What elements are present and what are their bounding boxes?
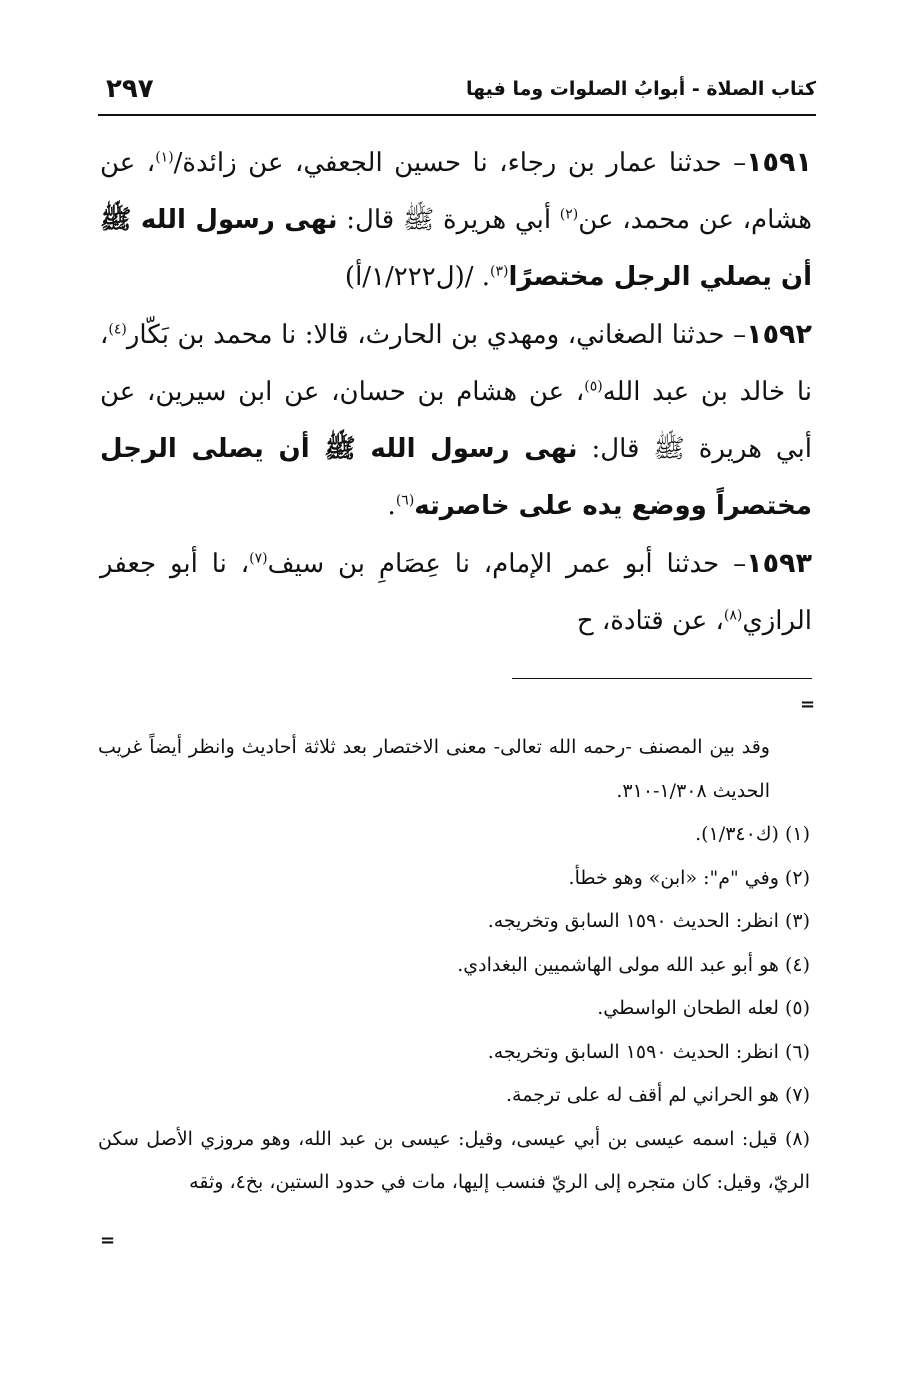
footnote-6: (٦) انظر: الحديث ١٥٩٠ السابق وتخريجه. (487, 1040, 810, 1063)
hadith-text: . (387, 491, 396, 521)
footnote-8: (٨) قيل: اسمه عيسى بن أبي عيسى، وقيل: عيسى بن عبد الله، وهو مروزي الأصل سكن الريّ، وقيل: كان متجره إلى الريّ فنسب إليها، مات في حدود الستين، بخ٤، وثقه (98, 1127, 810, 1193)
header-rule (98, 114, 816, 116)
hadith-dash: – (721, 148, 747, 178)
footnote-separator (512, 678, 812, 679)
hadith-text: ، نا خالد بن عبد الله (100, 320, 812, 407)
hadith-text: حدثنا الصغاني، ومهدي بن الحارث، قالا: نا محمد بن بَكّار (126, 320, 725, 350)
page-number: ٢٩٧ (106, 74, 154, 104)
main-text (100, 134, 812, 650)
chapter-title: كتاب الصلاة - أبوابُ الصلوات وما فيها (465, 78, 816, 100)
footnote-ref: (٨) (723, 607, 743, 624)
continuation-mark: = (100, 1230, 116, 1251)
hadith-text: حدثنا أبو عمر الإمام، نا عِصَامِ بن سيف (267, 549, 720, 579)
footnote-ref: (٥) (584, 378, 603, 395)
hadith-number: ١٥٩٣ (746, 548, 813, 579)
hadith-text: ، عن هشام بن حسان، عن ابن سيرين، عن أبي هريرة ﷺ قال: (100, 377, 813, 464)
footnote-ref: (٢) (559, 206, 579, 223)
hadith-matn: نهى رسول الله ﷺ أن يصلى الرجل مختصراً ووضع يده على خاصرته (100, 434, 812, 521)
hadith-text: حدثنا عمار بن رجاء، نا حسين الجعفي، عن زائدة/ (173, 148, 722, 178)
hadith-number: ١٥٩١ (746, 147, 812, 178)
footnotes (98, 726, 810, 1205)
footnote-2: (٢) وفي "م": «ابن» وهو خطأ. (568, 866, 810, 889)
footnote-continuation: وقد بين المصنف -رحمه الله تعالى- معنى الاختصار بعد ثلاثة أحاديث وانظر أيضاً غريب الحديث ١/٣٠٨-٣١٠. (98, 736, 770, 802)
hadith-dash: – (724, 320, 747, 350)
hadith-1592 (100, 306, 812, 535)
footnote-ref: (٤) (108, 321, 127, 338)
hadith-text: ، نا أبو جعفر الرازي (100, 549, 812, 636)
continuation-mark: = (800, 694, 816, 715)
hadith-dash: – (719, 549, 747, 579)
hadith-1593 (100, 535, 812, 650)
hadith-matn: نهى رسول الله ﷺ أن يصلي الرجل مختصرًا (100, 205, 812, 292)
hadith-text: ، عن قتادة، ح (576, 606, 724, 636)
running-header (98, 72, 816, 116)
hadith-text: . /(ل١/٢٢٢/أ) (344, 262, 491, 292)
footnote-ref: (٣) (490, 263, 509, 280)
hadith-1591 (100, 134, 812, 306)
footnote-ref: (٦) (395, 492, 415, 509)
footnote-ref: (١) (155, 149, 174, 166)
footnote-3: (٣) انظر: الحديث ١٥٩٠ السابق وتخريجه. (487, 910, 810, 932)
footnote-ref: (٧) (249, 550, 268, 567)
footnote-4: (٤) هو أبو عبد الله مولى الهاشميين البغدادي. (457, 953, 810, 976)
footnote-5: (٥) لعله الطحان الواسطي. (597, 997, 810, 1019)
footnote-7: (٧) هو الحراني لم أقف له على ترجمة. (505, 1084, 810, 1106)
hadith-number: ١٥٩٢ (746, 319, 813, 350)
hadith-text: أبي هريرة ﷺ قال: (337, 205, 560, 235)
hadith-text: ، عن هشام، عن محمد، عن (100, 148, 812, 235)
footnote-1: (١) (ك١/٣٤٠). (695, 823, 810, 845)
